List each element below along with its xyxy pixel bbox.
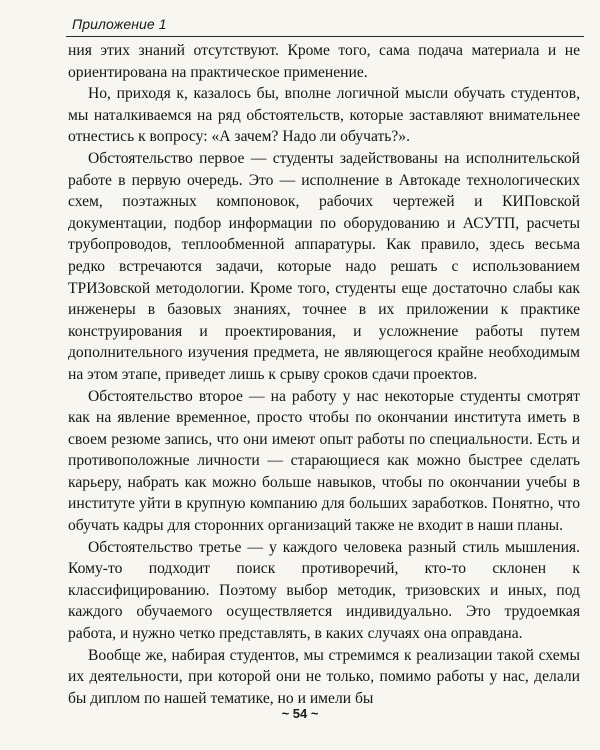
paragraph: Вообще же, набирая студентов, мы стремимся к реализации такой схемы их деятельности, при которой они не только, помимо работы у нас, делали бы диплом по нашей тематике, но и имели бы [68, 646, 580, 707]
body-text [68, 40, 580, 709]
paragraph: Обстоятельство второе — на работу у нас некоторые студенты смотрят как на явление временное, просто чтобы по окончании института иметь в своем резюме запись, что они имеют опыт работы по специальности. Есть и противоположные личности — старающиеся как можно быстрее сделать карьеру, набрать как можно больше навыков, чтобы по окончании учебы в институте уйти в крупную компанию для больших заработков. Понятно, что обучать кадры для сторонних организаций также не входит в наши планы. [68, 387, 580, 535]
running-head-title: Приложение 1 [72, 16, 167, 32]
page-number: ~ 54 ~ [281, 706, 319, 721]
paragraph: Обстоятельство первое — студенты задействованы на исполнительской работе в первую очередь. Это — исполнение в Автокаде технологических схем, поэтажных компоновок, рабочих чертежей и КИПовской документации, подбор информации по оборудованию и АСУТП, расчеты трубопроводов, теплообменной аппаратуры. Как правило, здесь весьма редко встречаются задачи, которые надо решать с использованием ТРИЗовской методологии. Кроме того, студенты еще достаточно слабы как инженеры в базовых знаниях, точнее в их приложении к практике конструирования и проектирования, и усложнение работы путем дополнительного изучения предмета, не являющегося крайне необходимым на этом этапе, приведет лишь к срыву сроков сдачи проектов. [68, 149, 580, 383]
paragraph: Обстоятельство третье — у каждого человека разный стиль мышления. Кому-то подходит поиск противоречий, кто-то склонен к классифицированию. Поэтому выбор методик, тризовских и иных, под каждого обучаемого осуществляется индивидуально. Это трудоемкая работа, и нужно четко представлять, в каких случаях она оправдана. [68, 538, 580, 643]
paragraph: Но, приходя к, казалось бы, вполне логичной мысли обучать студентов, мы наталкиваемся на ряд обстоятельств, которые заставляют внимательнее отнестись к вопросу: «А зачем? Надо ли обучать?». [68, 85, 580, 146]
header-rule [66, 36, 584, 37]
paragraph-continuation: ния этих знаний отсутствуют. Кроме того, сама подача материала и не ориентирована на практическое применение. [68, 42, 580, 81]
